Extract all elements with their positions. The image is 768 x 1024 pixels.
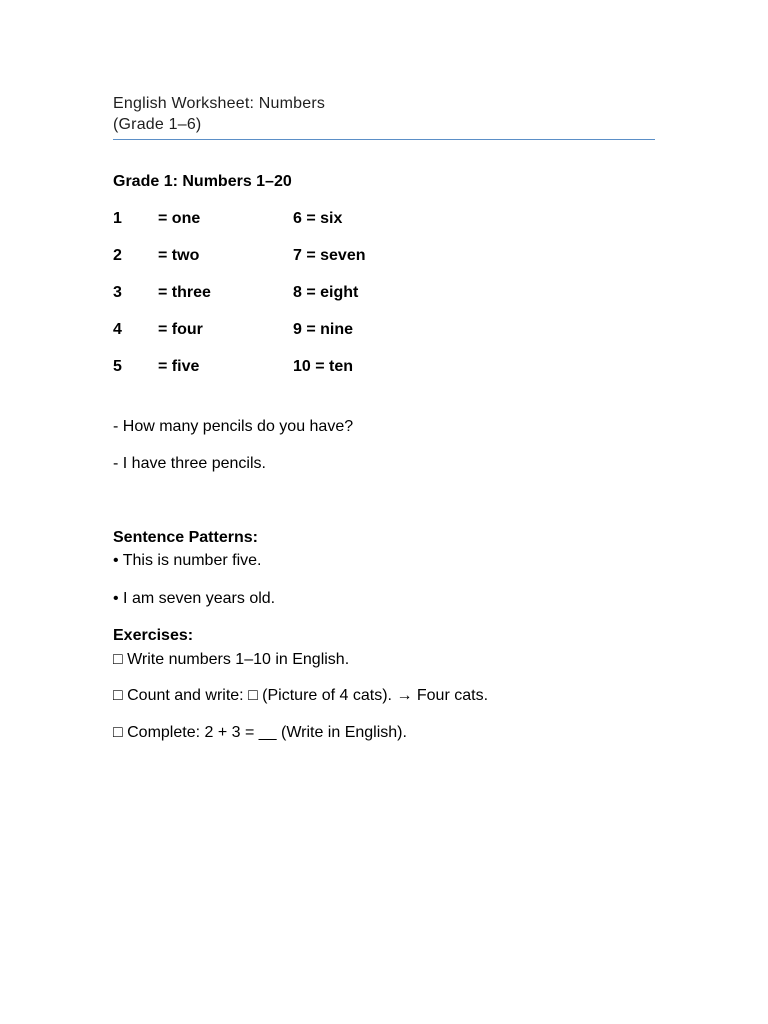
number-digit: 4: [113, 321, 122, 338]
number-row: [113, 283, 513, 303]
number-row: [113, 357, 513, 377]
number-row: [113, 209, 513, 229]
exercise-item: □ Count and write: □ (Picture of 4 cats). → Four cats.: [113, 687, 489, 704]
exercise-item: □ Write numbers 1–10 in English.: [113, 651, 350, 668]
number-digit: 3: [113, 284, 122, 301]
sentence-patterns-heading: Sentence Patterns:: [113, 529, 258, 546]
number-row: [113, 246, 513, 266]
number-word: = four: [158, 321, 203, 338]
number-word: = three: [158, 284, 211, 301]
page-title: [113, 93, 655, 135]
exercises-heading: Exercises:: [113, 627, 194, 644]
pattern-item: • This is number five.: [113, 552, 262, 569]
dialogue-answer: - I have three pencils.: [113, 455, 266, 472]
grade1-heading: Grade 1: Numbers 1–20: [113, 173, 292, 190]
number-digit: 5: [113, 358, 122, 375]
number-digit: 2: [113, 247, 122, 264]
number-pair: 7 = seven: [293, 247, 366, 264]
title-divider: [113, 139, 655, 140]
number-pair: 10 = ten: [293, 358, 354, 375]
title-line: English Worksheet: Numbers: [113, 95, 326, 112]
subtitle-line: (Grade 1–6): [113, 116, 202, 133]
number-word: = two: [158, 247, 200, 264]
number-pair: 9 = nine: [293, 321, 354, 338]
number-word: = one: [158, 210, 201, 227]
number-pair: 6 = six: [293, 210, 343, 227]
number-row: [113, 320, 513, 340]
dialogue-question: - How many pencils do you have?: [113, 418, 354, 435]
number-digit: 1: [113, 210, 122, 227]
number-pair: 8 = eight: [293, 284, 359, 301]
pattern-item: • I am seven years old.: [113, 590, 276, 607]
number-word: = five: [158, 358, 200, 375]
exercise-item: □ Complete: 2 + 3 = __ (Write in English).: [113, 724, 407, 741]
